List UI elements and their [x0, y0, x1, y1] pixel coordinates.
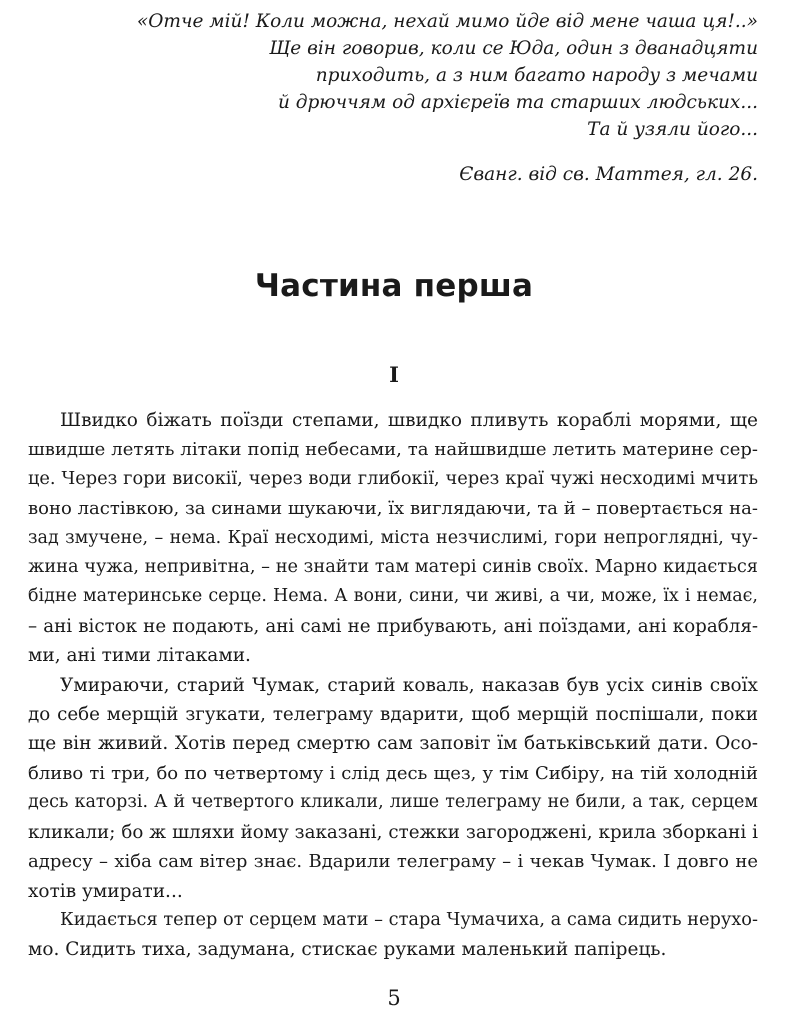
text-line: швидше летять літаки попід небесами, та найшвидше летить материне сер- [28, 439, 758, 461]
epigraph-line: Та й узяли його... [587, 119, 758, 140]
text-line: ще він живий. Хотів перед смертю сам заповіт їм батьківський дати. Осо- [28, 733, 758, 755]
text-line: десь каторзі. А й четвертого кликали, лише телеграму не били, а так, серцем [28, 792, 758, 813]
text-line: Швидко біжать поїзди степами, швидко пливуть кораблі морями, ще [60, 410, 758, 431]
chapter-number: I [389, 362, 399, 387]
part-title: Частина перша [254, 268, 534, 304]
text-line: жина чужа, непривітна, – не знайти там матері синів своїх. Марно кидається [28, 557, 758, 578]
text-line: зад змучене, – нема. Краї несходимі, міста незчислимі, гори непроглядні, чу- [28, 527, 758, 548]
epigraph-source: Єванг. від св. Маттея, гл. 26. [459, 164, 758, 185]
text-line: хотів умирати... [28, 880, 183, 902]
epigraph-line: Ще він говорив, коли се Юда, один з дванадцяти [269, 38, 758, 59]
epigraph-line: «Отче мій! Коли можна, нехай мимо йде від мене чаша ця!..» [136, 11, 758, 32]
text-line: до себе мерщій згукати, телеграму вдарити, щоб мерщій поспішали, поки [28, 704, 758, 726]
text-line: воно ластівкою, за синами шукаючи, їх виглядаючи, та й – повертається на- [28, 498, 758, 520]
text-line: кликали; бо ж шляхи йому заказані, стежки загороджені, крила зборкані і [28, 821, 758, 843]
page-number: 5 [387, 986, 401, 1010]
epigraph [118, 8, 758, 188]
text-line: Умираючи, старий Чумак, старий коваль, наказав був усіх синів своїх [60, 674, 758, 696]
text-line: мо. Сидить тиха, задумана, стискає руками маленький папірець. [28, 939, 667, 961]
epigraph-line: й дрюччям од архієреїв та старших людських... [277, 92, 758, 113]
text-line: ми, ані тими літаками. [28, 645, 251, 667]
text-line: це. Через гори високії, через води глибокії, через краї чужі несходимі мчить [28, 468, 758, 489]
text-line: бливо ті три, бо по четвертому і слід десь щез, у тім Сибіру, на тій холодній [28, 762, 758, 784]
text-line: – ані вісток не подають, ані самі не прибувають, ані поїздами, ані корабля- [28, 615, 758, 637]
text-line: адресу – хіба сам вітер знає. Вдарили телеграму – і чекав Чумак. І довго не [28, 851, 758, 873]
body-text [28, 406, 758, 965]
text-line: Кидається тепер от серцем мати – стара Чумачиха, а сама сидить нерухо- [60, 909, 758, 930]
epigraph-line: приходить, а з ним багато народу з мечами [315, 65, 758, 86]
text-line: бідне материнське серце. Нема. А вони, сини, чи живі, а чи, може, їх і немає, [28, 586, 758, 607]
